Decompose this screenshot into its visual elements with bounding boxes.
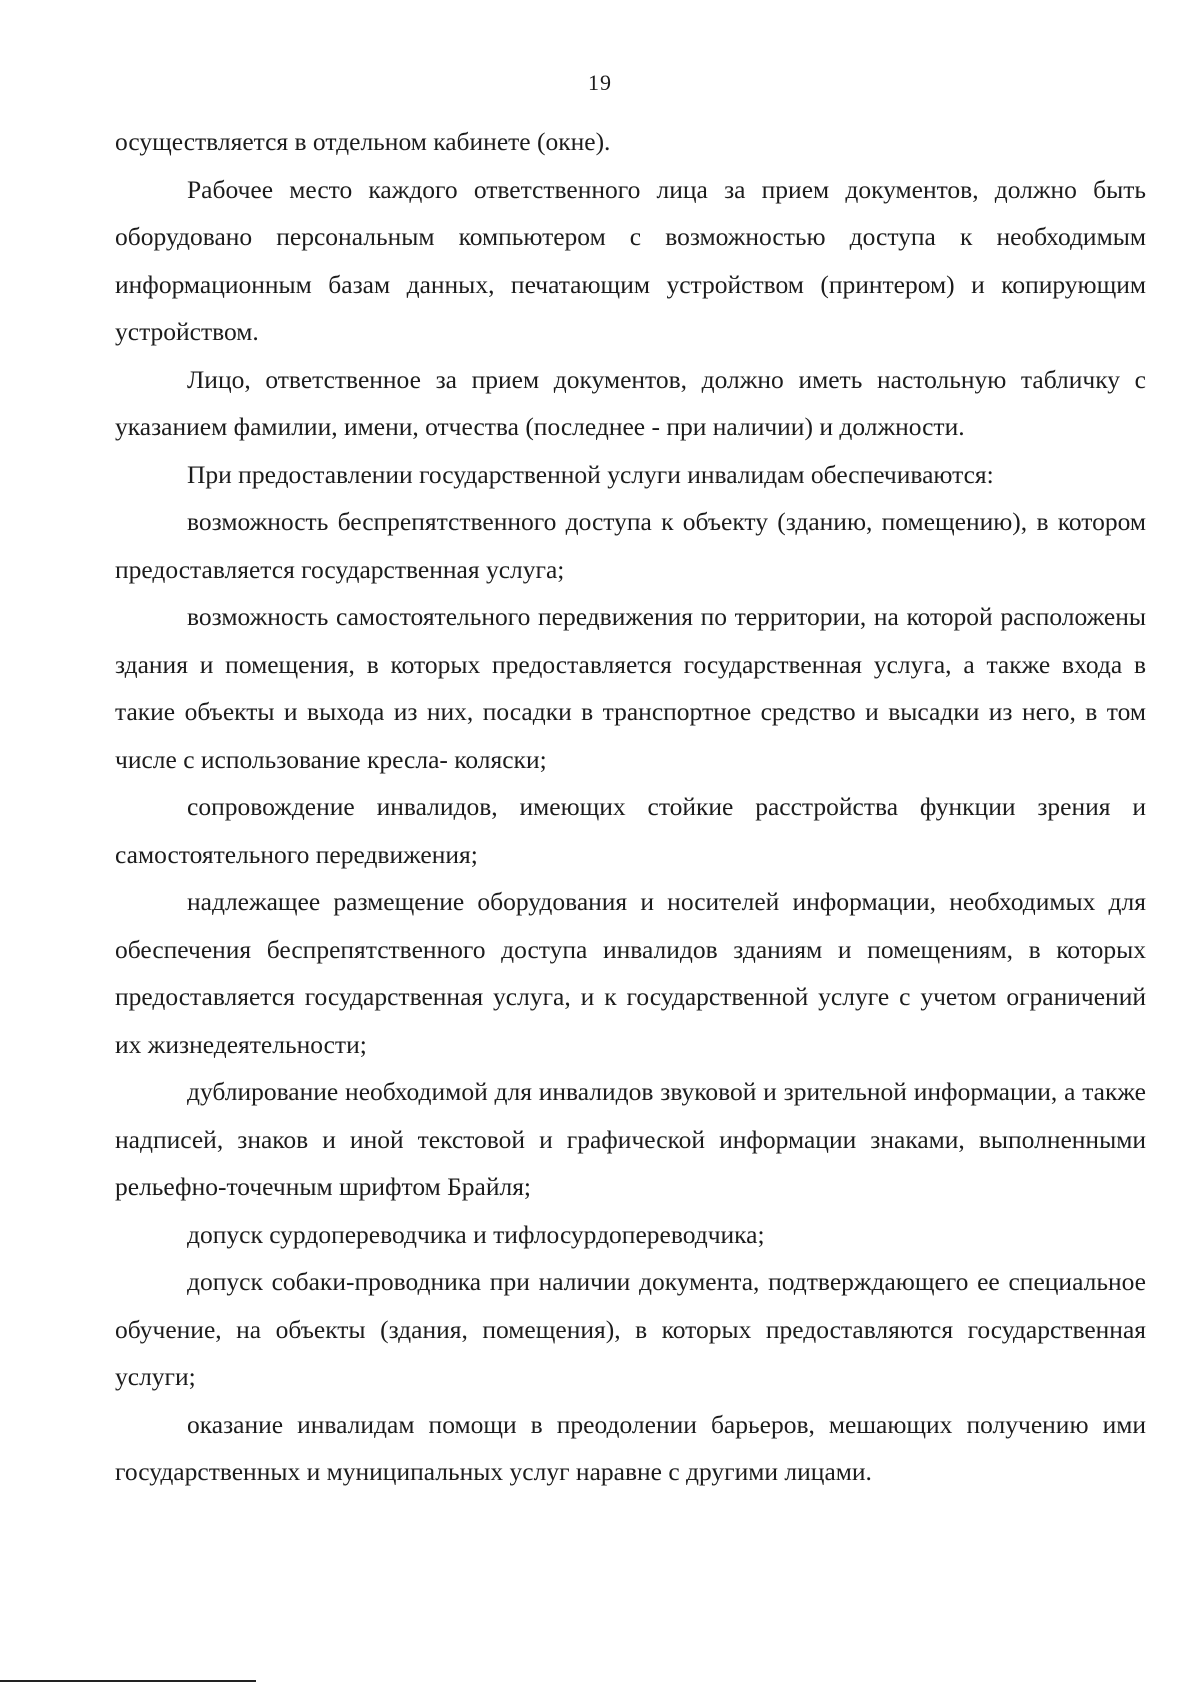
paragraph-workplace-equipment: Рабочее место каждого ответственного лица за прием документов, должно быть оборудовано персональным компьютером с возможностью доступа к необходимым информационным базам данных, печатающим устройством (принтером) и копирующим устройством. <box>115 174 1146 346</box>
paragraph-desk-nameplate: Лицо, ответственное за прием документов, должно иметь настольную табличку с указанием фамилии, имени, отчества (последнее - при наличии) и должности. <box>115 364 1146 441</box>
paragraph-information-duplication: дублирование необходимой для инвалидов звуковой и зрительной информации, а также надписей, знаков и иной текстовой и графической информации знаками, выполненными рельефно-точечным шрифтом Брайля; <box>115 1077 1146 1201</box>
page-number: 19 <box>588 70 612 95</box>
paragraph-sign-interpreter: допуск сурдопереводчика и тифлосурдопереводчика; <box>187 1219 765 1249</box>
paragraph-guide-dog: допуск собаки-проводника при наличии документа, подтверждающего ее специальное обучение, на объекты (здания, помещения), в которых предоставляются государственная услуги; <box>115 1267 1146 1391</box>
paragraph-independent-movement: возможность самостоятельного передвижения по территории, на которой расположены здания и помещения, в которых предоставляется государственная услуга, а также входа в такие объекты и выхода из них, посадки в транспортное средство и высадки из него, в том числе с использование кресла- коляски; <box>115 602 1146 774</box>
body-text <box>115 118 1146 1496</box>
paragraph-continuation: осуществляется в отдельном кабинете (окне). <box>115 127 611 156</box>
paragraph-barrier-assistance: оказание инвалидам помощи в преодолении барьеров, мешающих получению ими государственных и муниципальных услуг наравне с другими лицами. <box>115 1409 1146 1486</box>
paragraph-disability-provisions-intro: При предоставлении государственной услуги инвалидам обеспечиваются: <box>187 459 994 489</box>
footnote-divider <box>0 1680 256 1682</box>
paragraph-accompaniment: сопровождение инвалидов, имеющих стойкие расстройства функции зрения и самостоятельного передвижения; <box>115 792 1146 869</box>
paragraph-unobstructed-access: возможность беспрепятственного доступа к объекту (зданию, помещению), в котором предоставляется государственная услуга; <box>115 507 1146 584</box>
paragraph-equipment-placement: надлежащее размещение оборудования и носителей информации, необходимых для обеспечения беспрепятственного доступа инвалидов зданиям и помещениям, в которых предоставляется государственная услуга, и к государственной услуге с учетом ограничений их жизнедеятельности; <box>115 887 1146 1059</box>
